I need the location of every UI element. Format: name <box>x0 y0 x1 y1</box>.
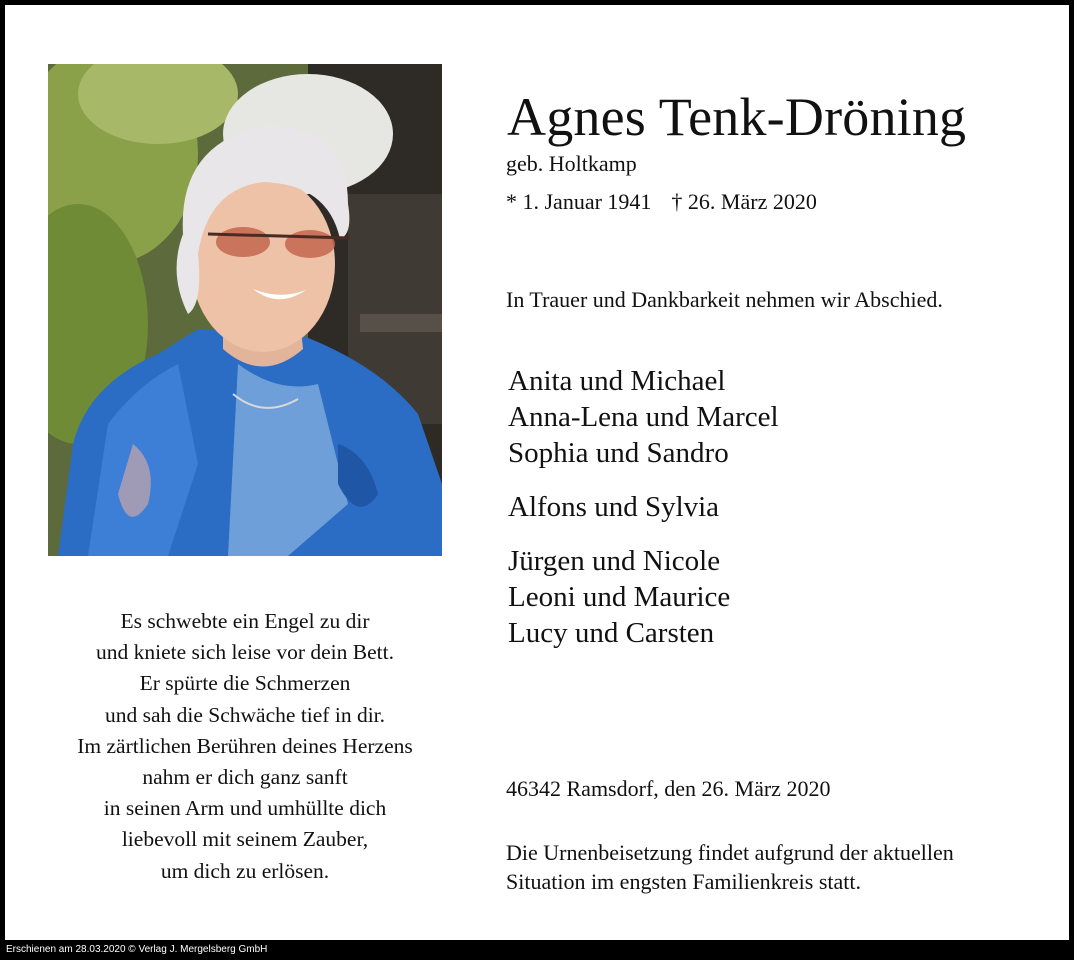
obituary-notice <box>5 5 1069 940</box>
family-member: Leoni und Maurice <box>508 581 731 613</box>
farewell-message: In Trauer und Dankbarkeit nehmen wir Abschied. <box>506 287 943 312</box>
family-member: Lucy und Carsten <box>508 617 715 649</box>
family-group-2 <box>508 489 719 525</box>
poem-line: Es schwebte ein Engel zu dir <box>120 609 370 633</box>
family-member: Jürgen und Nicole <box>508 545 721 577</box>
birth-date: * 1. Januar 1941 <box>506 189 652 214</box>
poem <box>48 606 442 887</box>
publication-credit: Erschienen am 28.03.2020 © Verlag J. Mergelsberg GmbH <box>6 944 268 955</box>
deceased-name: Agnes Tenk-Dröning <box>507 87 967 147</box>
family-member: Anita und Michael <box>508 365 726 397</box>
family-group-3 <box>508 543 730 651</box>
burial-note-line: Situation im engsten Familienkreis statt. <box>506 869 862 894</box>
family-member: Anna-Lena und Marcel <box>508 401 779 433</box>
poem-line: Er spürte die Schmerzen <box>139 671 351 696</box>
portrait-photo <box>48 64 442 556</box>
life-dates <box>506 189 817 215</box>
family-group-1 <box>508 363 779 471</box>
place-and-date: 46342 Ramsdorf, den 26. März 2020 <box>506 776 831 801</box>
family-member: Sophia und Sandro <box>508 437 729 469</box>
poem-line: und sah die Schwäche tief in dir. <box>104 702 386 727</box>
burial-note <box>506 838 954 896</box>
death-date: † 26. März 2020 <box>671 189 817 214</box>
poem-line: und kniete sich leise vor dein Bett. <box>96 640 394 665</box>
poem-line: Im zärtlichen Berühren deines Herzens <box>77 733 413 758</box>
burial-note-line: Die Urnenbeisetzung findet aufgrund der aktuellen <box>506 840 954 865</box>
family-member: Alfons und Sylvia <box>508 491 720 523</box>
poem-line: in seinen Arm und umhüllte dich <box>103 796 387 821</box>
poem-line: um dich zu erlösen. <box>160 858 330 883</box>
publication-footer <box>0 940 1074 960</box>
poem-line: nahm er dich ganz sanft <box>142 765 348 790</box>
poem-line: liebevoll mit seinem Zauber, <box>121 827 369 852</box>
maiden-name: geb. Holtkamp <box>506 151 637 176</box>
